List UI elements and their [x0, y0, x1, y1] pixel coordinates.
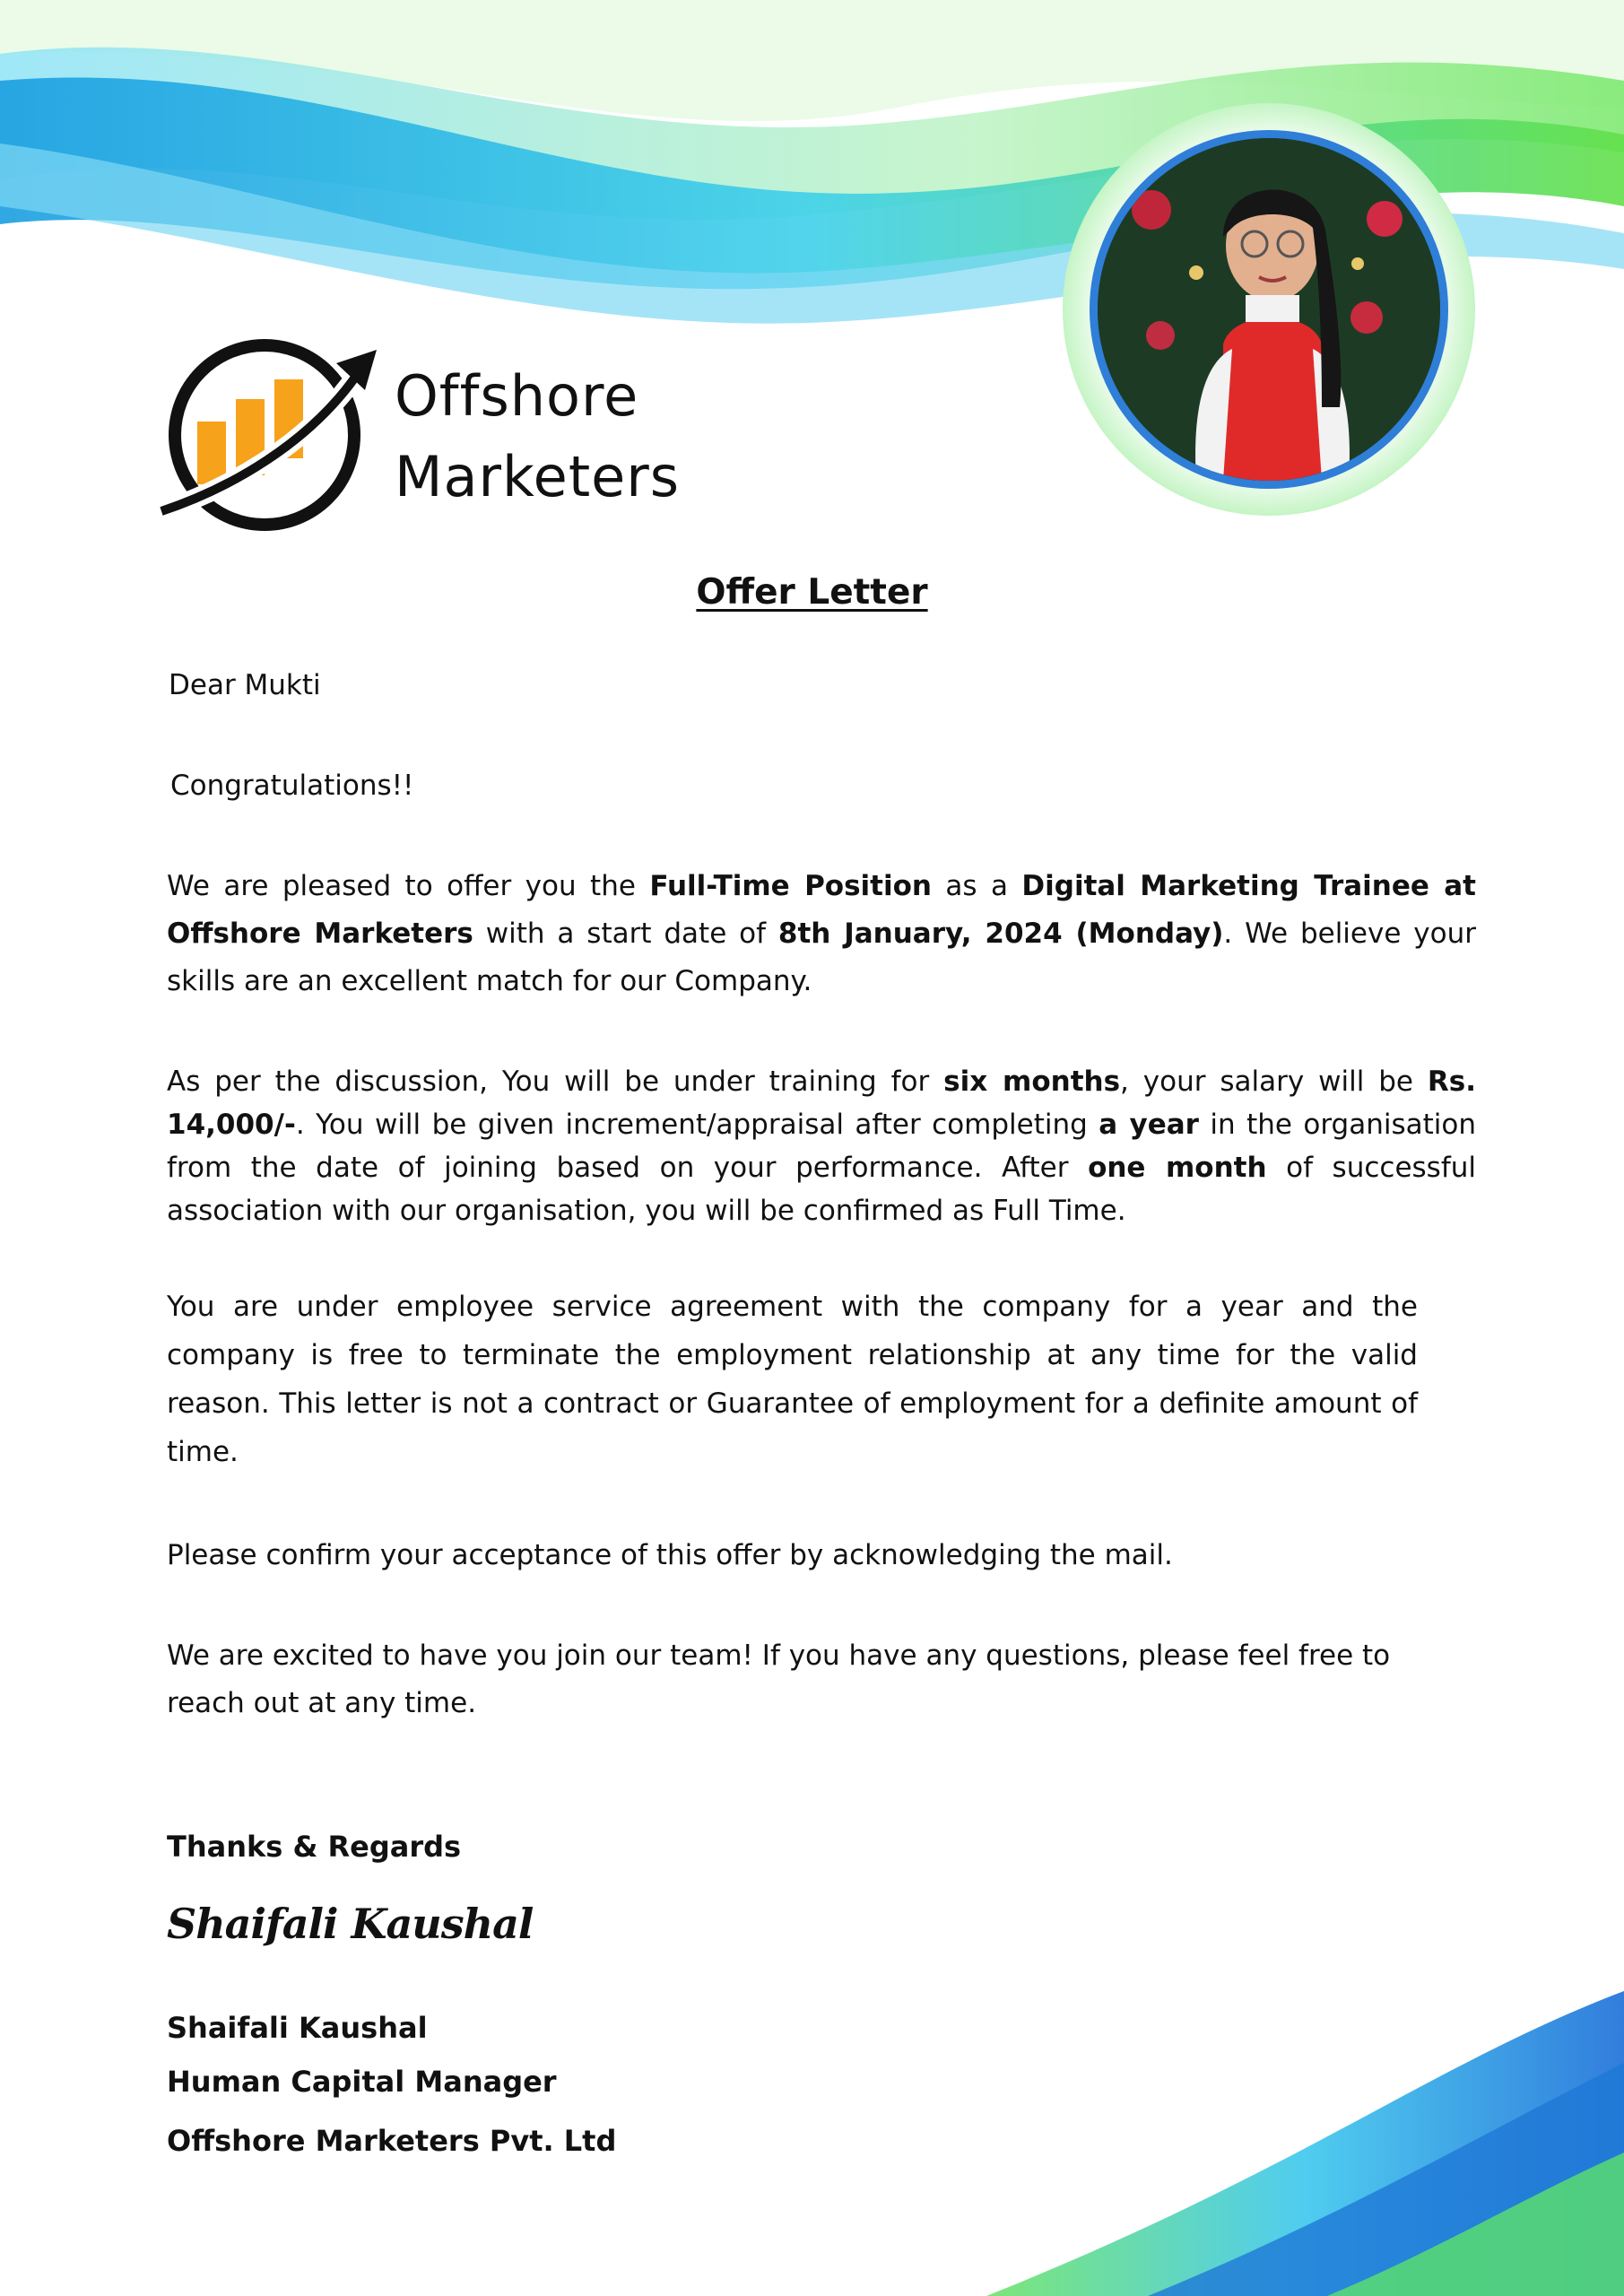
text: as a: [931, 870, 1022, 902]
company-name-line2: Marketers: [395, 444, 681, 509]
text: As per the discussion, You will be under training for: [167, 1065, 944, 1098]
closing-text: Thanks & Regards: [167, 1830, 462, 1864]
profile-photo: [1090, 130, 1448, 489]
text: We are pleased to offer you the: [167, 870, 650, 902]
company-legal-name: Offshore Marketers Pvt. Ltd: [167, 2124, 617, 2158]
text: with a start date of: [473, 918, 778, 950]
company-name-line1: Offshore: [395, 363, 639, 429]
signer-name: Shaifali Kaushal: [167, 2011, 428, 2045]
appraisal-period: a year: [1099, 1109, 1199, 1141]
profile-photo-frame: [1063, 103, 1475, 516]
text: , your salary will be: [1120, 1065, 1428, 1098]
training-duration: six months: [943, 1065, 1121, 1098]
congratulations: Congratulations!!: [170, 770, 414, 802]
text: of successful association with our organisation, you will be confirmed as Full Time.: [167, 1152, 1476, 1227]
start-date: 8th January, 2024 (Monday): [777, 918, 1224, 950]
paragraph-closing: We are excited to have you join our team! If you have any questions, please feel free to reach out at any time.: [167, 1639, 1391, 1719]
signer-title: Human Capital Manager: [167, 2065, 557, 2099]
text: . We believe your skills are an excellent match for our Company.: [167, 918, 1477, 997]
company-logo: [157, 336, 713, 543]
text: in the organisation from the date of joining based on your performance. After: [167, 1109, 1477, 1184]
position-type: Full-Time Position: [649, 870, 932, 902]
letter-title: Offer Letter: [696, 572, 928, 613]
text: . You will be given increment/appraisal after completing: [295, 1109, 1099, 1141]
salary: Rs. 14,000/-: [167, 1065, 1476, 1141]
growth-chart-icon: [157, 336, 381, 543]
paragraph-agreement: You are under employee service agreement with the company for a year and the company is free to terminate the employment relationship at any time for the valid reason. This letter is not a contract or Guarantee of employment for a definite amount of time.: [167, 1291, 1418, 1468]
confirmation-period: one month: [1088, 1152, 1267, 1184]
handwritten-signature: Shaifali Kaushal: [167, 1900, 534, 1948]
paragraph-position: [167, 863, 1476, 1005]
salutation: Dear Mukti: [169, 669, 321, 701]
paragraph-confirmation: Please confirm your acceptance of this offer by acknowledging the mail.: [167, 1539, 1173, 1571]
company-name: [395, 356, 680, 517]
job-title: Digital Marketing Trainee at Offshore Marketers: [167, 870, 1476, 950]
paragraph-training: [167, 1060, 1476, 1232]
